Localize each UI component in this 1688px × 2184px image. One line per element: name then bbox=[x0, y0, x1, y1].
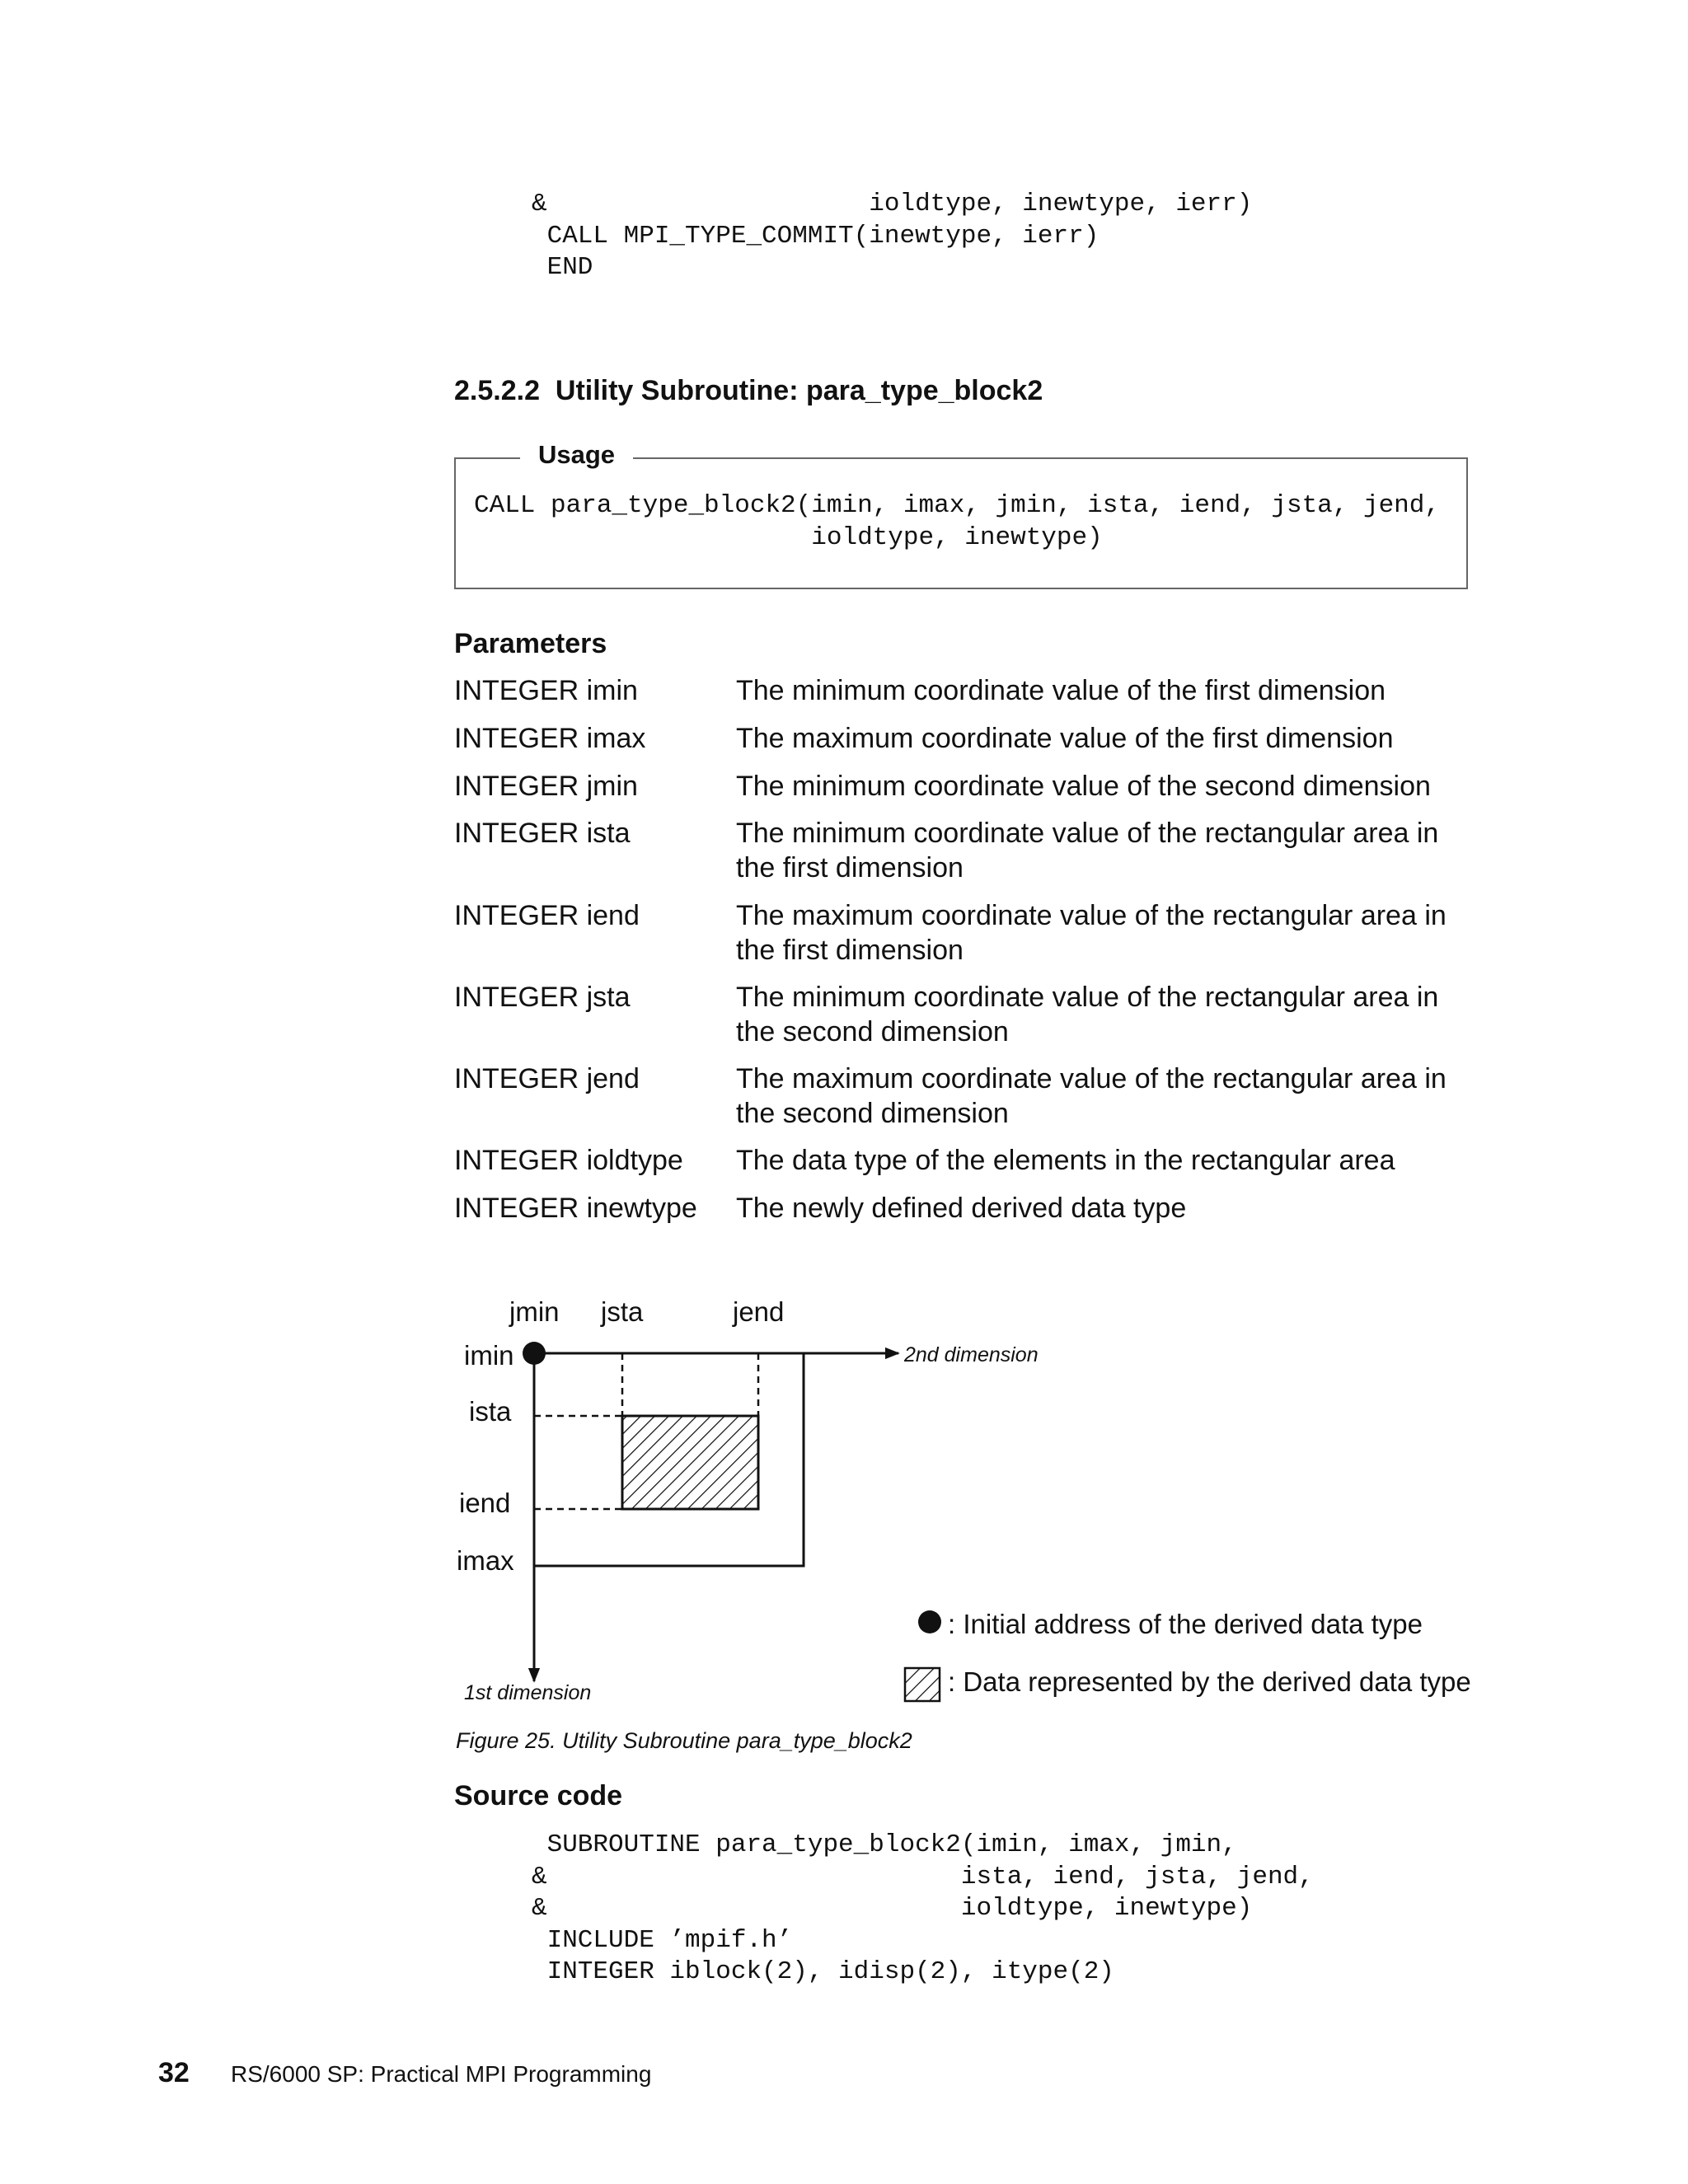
label-imin: imin bbox=[464, 1340, 514, 1371]
param-desc: The maximum coordinate value of the rectangular area in the second dimension bbox=[736, 1063, 1447, 1129]
param-name: INTEGER jsta bbox=[454, 982, 631, 1013]
code-line: CALL MPI_TYPE_COMMIT(inewtype, ierr) bbox=[532, 221, 1100, 251]
label-1st-dimension: 1st dimension bbox=[464, 1681, 592, 1704]
param-name: INTEGER iend bbox=[454, 900, 640, 931]
usage-box bbox=[454, 440, 1468, 589]
usage-line: ioldtype, inewtype) bbox=[474, 523, 1103, 552]
label-2nd-dimension: 2nd dimension bbox=[904, 1343, 1039, 1366]
code-line: & ista, iend, jsta, jend, bbox=[532, 1862, 1314, 1891]
code-line: INCLUDE ’mpif.h’ bbox=[532, 1925, 793, 1955]
section-heading bbox=[454, 375, 1043, 407]
param-name: INTEGER jend bbox=[454, 1063, 640, 1094]
param-desc: The minimum coordinate value of the rectangular area in the first dimension bbox=[736, 818, 1439, 883]
label-imax: imax bbox=[457, 1545, 514, 1576]
legend-hatch-label: : Data represented by the derived data type bbox=[948, 1666, 1471, 1697]
param-desc: The minimum coordinate value of the first dimension bbox=[736, 675, 1386, 706]
param-name: INTEGER ista bbox=[454, 818, 631, 849]
legend-hatch-icon bbox=[905, 1668, 940, 1701]
param-desc: The minimum coordinate value of the rectangular area in the second dimension bbox=[736, 982, 1439, 1047]
figure-caption: Figure 25. Utility Subroutine para_type_block2 bbox=[456, 1728, 912, 1753]
param-desc: The maximum coordinate value of the rectangular area in the first dimension bbox=[736, 900, 1447, 966]
legend-dot-label: : Initial address of the derived data type bbox=[948, 1609, 1423, 1639]
section-title: Utility Subroutine: para_type_block2 bbox=[555, 375, 1043, 406]
usage-code bbox=[474, 490, 1440, 554]
legend-dot-icon bbox=[918, 1610, 941, 1633]
code-line: & ioldtype, inewtype) bbox=[532, 1894, 1253, 1923]
parameters-heading: Parameters bbox=[454, 628, 607, 659]
label-jmin: jmin bbox=[509, 1296, 560, 1327]
source-code-heading: Source code bbox=[454, 1780, 623, 1811]
book-title: RS/6000 SP: Practical MPI Programming bbox=[231, 2061, 652, 2087]
usage-title: Usage bbox=[520, 440, 633, 470]
param-name: INTEGER imin bbox=[454, 675, 638, 706]
label-iend: iend bbox=[459, 1488, 511, 1518]
label-ista: ista bbox=[469, 1396, 512, 1427]
param-name: INTEGER ioldtype bbox=[454, 1145, 683, 1176]
param-desc: The maximum coordinate value of the first dimension bbox=[736, 723, 1394, 754]
code-line: & ioldtype, inewtype, ierr) bbox=[532, 190, 1253, 218]
param-desc: The newly defined derived data type bbox=[736, 1193, 1187, 1224]
label-jsta: jsta bbox=[601, 1296, 644, 1327]
code-line: END bbox=[532, 253, 593, 282]
page-number: 32 bbox=[158, 2057, 190, 2088]
code-line: INTEGER iblock(2), idisp(2), itype(2) bbox=[532, 1957, 1114, 1986]
param-desc: The data type of the elements in the rectangular area bbox=[736, 1145, 1395, 1176]
initial-address-dot bbox=[523, 1342, 546, 1365]
code-line: SUBROUTINE para_type_block2(imin, imax, jmin, bbox=[532, 1830, 1237, 1859]
block-diagram bbox=[445, 1286, 1484, 1722]
param-name: INTEGER imax bbox=[454, 723, 646, 754]
param-name: INTEGER jmin bbox=[454, 771, 638, 802]
usage-line: CALL para_type_block2(imin, imax, jmin, ista, iend, jsta, jend, bbox=[474, 491, 1440, 520]
source-code-block bbox=[532, 1830, 1314, 1989]
top-code-block bbox=[532, 189, 1252, 284]
label-jend: jend bbox=[733, 1296, 785, 1327]
param-desc: The minimum coordinate value of the second dimension bbox=[736, 771, 1431, 802]
param-name: INTEGER inewtype bbox=[454, 1193, 697, 1224]
data-block bbox=[622, 1416, 758, 1509]
section-number: 2.5.2.2 bbox=[454, 375, 540, 406]
